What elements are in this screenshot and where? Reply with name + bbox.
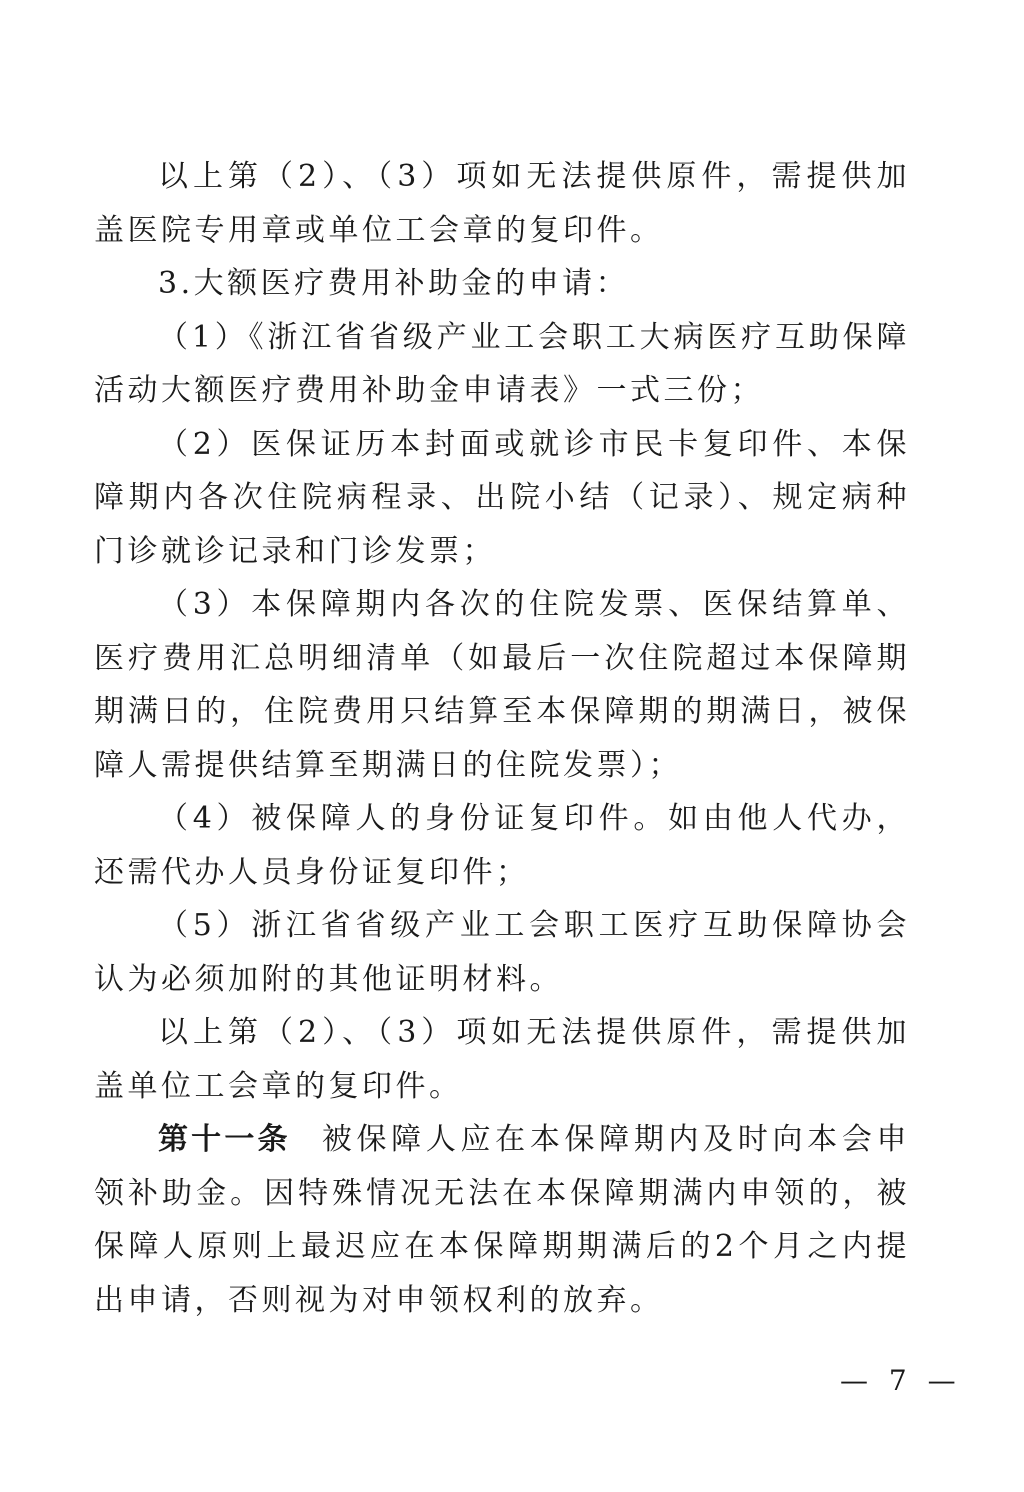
paragraph-item-4: （4）被保障人的身份证复印件。如由他人代办，还需代办人员身份证复印件； [94,801,910,890]
paragraph-original-copy-note-2: 以上第（2）、（3）项如无法提供原件，需提供加盖单位工会章的复印件。 [94,1015,910,1104]
article-heading: 第十一条 [158,1122,291,1157]
paragraph-section-3-heading: 3.大额医疗费用补助金的申请： [158,266,630,301]
paragraph-item-1: （1）《浙江省省级产业工会职工大病医疗互助保障活动大额医疗费用补助金申请表》一式三份； [94,319,910,408]
paragraph-item-5: （5）浙江省省级产业工会职工医疗互助保障协会认为必须加附的其他证明材料。 [94,908,910,997]
page-number: — 7 — [840,1364,962,1397]
paragraph-item-2: （2）医保证历本封面或就诊市民卡复印件、本保障期内各次住院病程录、出院小结（记录）、规定病种门诊就诊记录和门诊发票； [94,426,910,569]
document-body [94,150,910,1327]
paragraph-original-copy-note-1: 以上第（2）、（3）项如无法提供原件，需提供加盖医院专用章或单位工会章的复印件。 [94,159,910,248]
paragraph-article-11 [94,1113,910,1327]
paragraph-item-3: （3）本保障期内各次的住院发票、医保结算单、医疗费用汇总明细清单（如最后一次住院超过本保障期期满日的，住院费用只结算至本保障期的期满日，被保障人需提供结算至期满日的住院发票）； [94,587,910,783]
article-text: 被保障人应在本保障期内及时向本会申领补助金。因特殊情况无法在本保障期满内申领的，被保障人原则上最迟应在本保障期期满后的2个月之内提出申请，否则视为对申领权利的放弃。 [94,1122,911,1318]
